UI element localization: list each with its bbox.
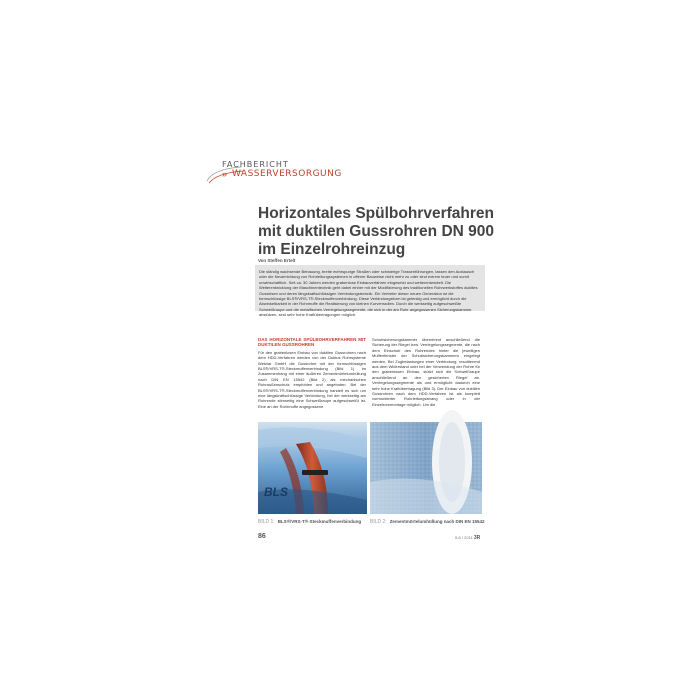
figure-1-image bbox=[258, 422, 367, 514]
section-category: FACHBERICHT bbox=[222, 160, 289, 169]
figure-label: BILD 1: bbox=[258, 519, 275, 525]
issue-text: 5-6 / 2011 bbox=[455, 535, 473, 540]
caption-text: Zementmörtelumhüllung nach DIN EN 15542 bbox=[389, 519, 485, 524]
figure-2-image bbox=[370, 422, 482, 514]
caption-text: BLS®/VRS-T®-Steckmuffenverbindung bbox=[277, 519, 362, 524]
cement-coating-illustration bbox=[370, 422, 482, 514]
double-chevron-icon: » bbox=[222, 169, 229, 179]
lead-paragraph: Die ständig wachsende Bebauung, breite mehrspurige Straßen oder schwierige Trassenführungen, lassen den Austausch oder die Neuerrichtung von Rohrleitungssystemen in offener Bauweise nicht mehr zu oder sind extrem teuer und somit unwirtschaftlich. Seit ca. 30 Jahren werden grabenlose Einbauverfahren eingesetzt und weiterentwickelt. Die Weiterentwicklung der Maschinentechnik geht dabei einher mit der Modifizierung des traditionellen Rohrwerkstoffes duktiles Gusseisen und deren längskraftschlüssigen Verbindungstechnik. Ein Vertreter dieser neuen Generation ist die formschlüssige BLS®/VRS-T®-Steckmuffenverbindung. Diese Verbindungsform ist gelenkig und ermöglicht durch die Abwinkelbarkeit in der Rohrmuffe die Realisierung von kleinen Kurvenradien. Durch die werkseitig aufgeschweißte Schweißraupe und die metallischen Verriegelungssegmente, die sich in der am Rohr angegossenen Sicherungskammer abstützen, sind sehr hohe Kraftübertragungen möglich. bbox=[255, 265, 485, 311]
title-line: Horizontales Spülbohrverfahren bbox=[258, 205, 494, 222]
title-line: im Einzelrohreinzug bbox=[258, 241, 406, 258]
figure-2-caption bbox=[370, 519, 484, 525]
issue-footer bbox=[455, 535, 480, 541]
section-heading: DAS HORIZONTALE SPÜLBOHRVERFAHREN MIT DUKTILEN GUSSROHREN bbox=[258, 337, 366, 348]
bls-logo: BLS bbox=[264, 485, 288, 499]
brand-mark: 3R bbox=[473, 535, 481, 541]
page-number: 86 bbox=[258, 533, 266, 540]
article-title bbox=[258, 205, 498, 259]
figure-1-caption bbox=[258, 519, 361, 525]
section-subcategory: WASSERVERSORGUNG bbox=[232, 169, 342, 179]
author-byline: Von Steffen Ertelt bbox=[258, 258, 296, 263]
body-text: Für den grabenlosen Einbau von duktilen Gussrohren nach dem HDD-Verfahren werden von der Duktus Rohrsysteme Wetzlar GmbH die Gussrohre mit der formschlüssigen BLS®/VRS-T®-Steckmuffenverbindung (Bild 1) im Zusammenhang mit einer äußeren Zementmörtelumhüllung nach DIN EN 15542 (Bild 2) als mechanischen Rohraußenschutz empfohlen und angeboten. Bei der BLS®/VRS-T®-Steckmuffenverbindung handelt es sich um eine längskraftschlüssige Verbindung, bei der werkseitig am Rohrende stirnseitig eine Schweißraupe aufgeschweißt ist. Eine an der Rohrmuffe angegossene bbox=[258, 349, 366, 409]
body-column-right bbox=[372, 337, 480, 407]
title-line: mit duktilen Gussrohren DN 900 bbox=[258, 223, 494, 240]
body-text: Schubsicherungskammer übernimmt anschließend die Sicherung der Riegel bzw. Verriegelungssegmente, die nach dem Einschub des Rohrendes hinter die jeweiligen Muffenfenster der Schubsicherungskammern eingelegt werden. Bei Zugbelastungen einer Verbindung, resultierend aus dem Widerstand oder bei der Verwendung der Rohre für den grabenlosen Einbau, stützt sich die Schweißraupe anschließend an den gesicherten Riegel ab. Verriegelungssegmente als und ermöglicht dadurch eine sehr hohe Kraftübertragung (Bild 3). Der Einbau von duktilen Gussrohren nach dem HDD-Verfahren ist als komplett vormontierter Rohrleitungsstrang oder in der Einzelrohrmontage möglich. Um die bbox=[372, 337, 480, 407]
body-column-left bbox=[258, 337, 366, 409]
figure-label: BILD 2: bbox=[370, 519, 387, 525]
pipe-joint-illustration bbox=[258, 422, 367, 514]
